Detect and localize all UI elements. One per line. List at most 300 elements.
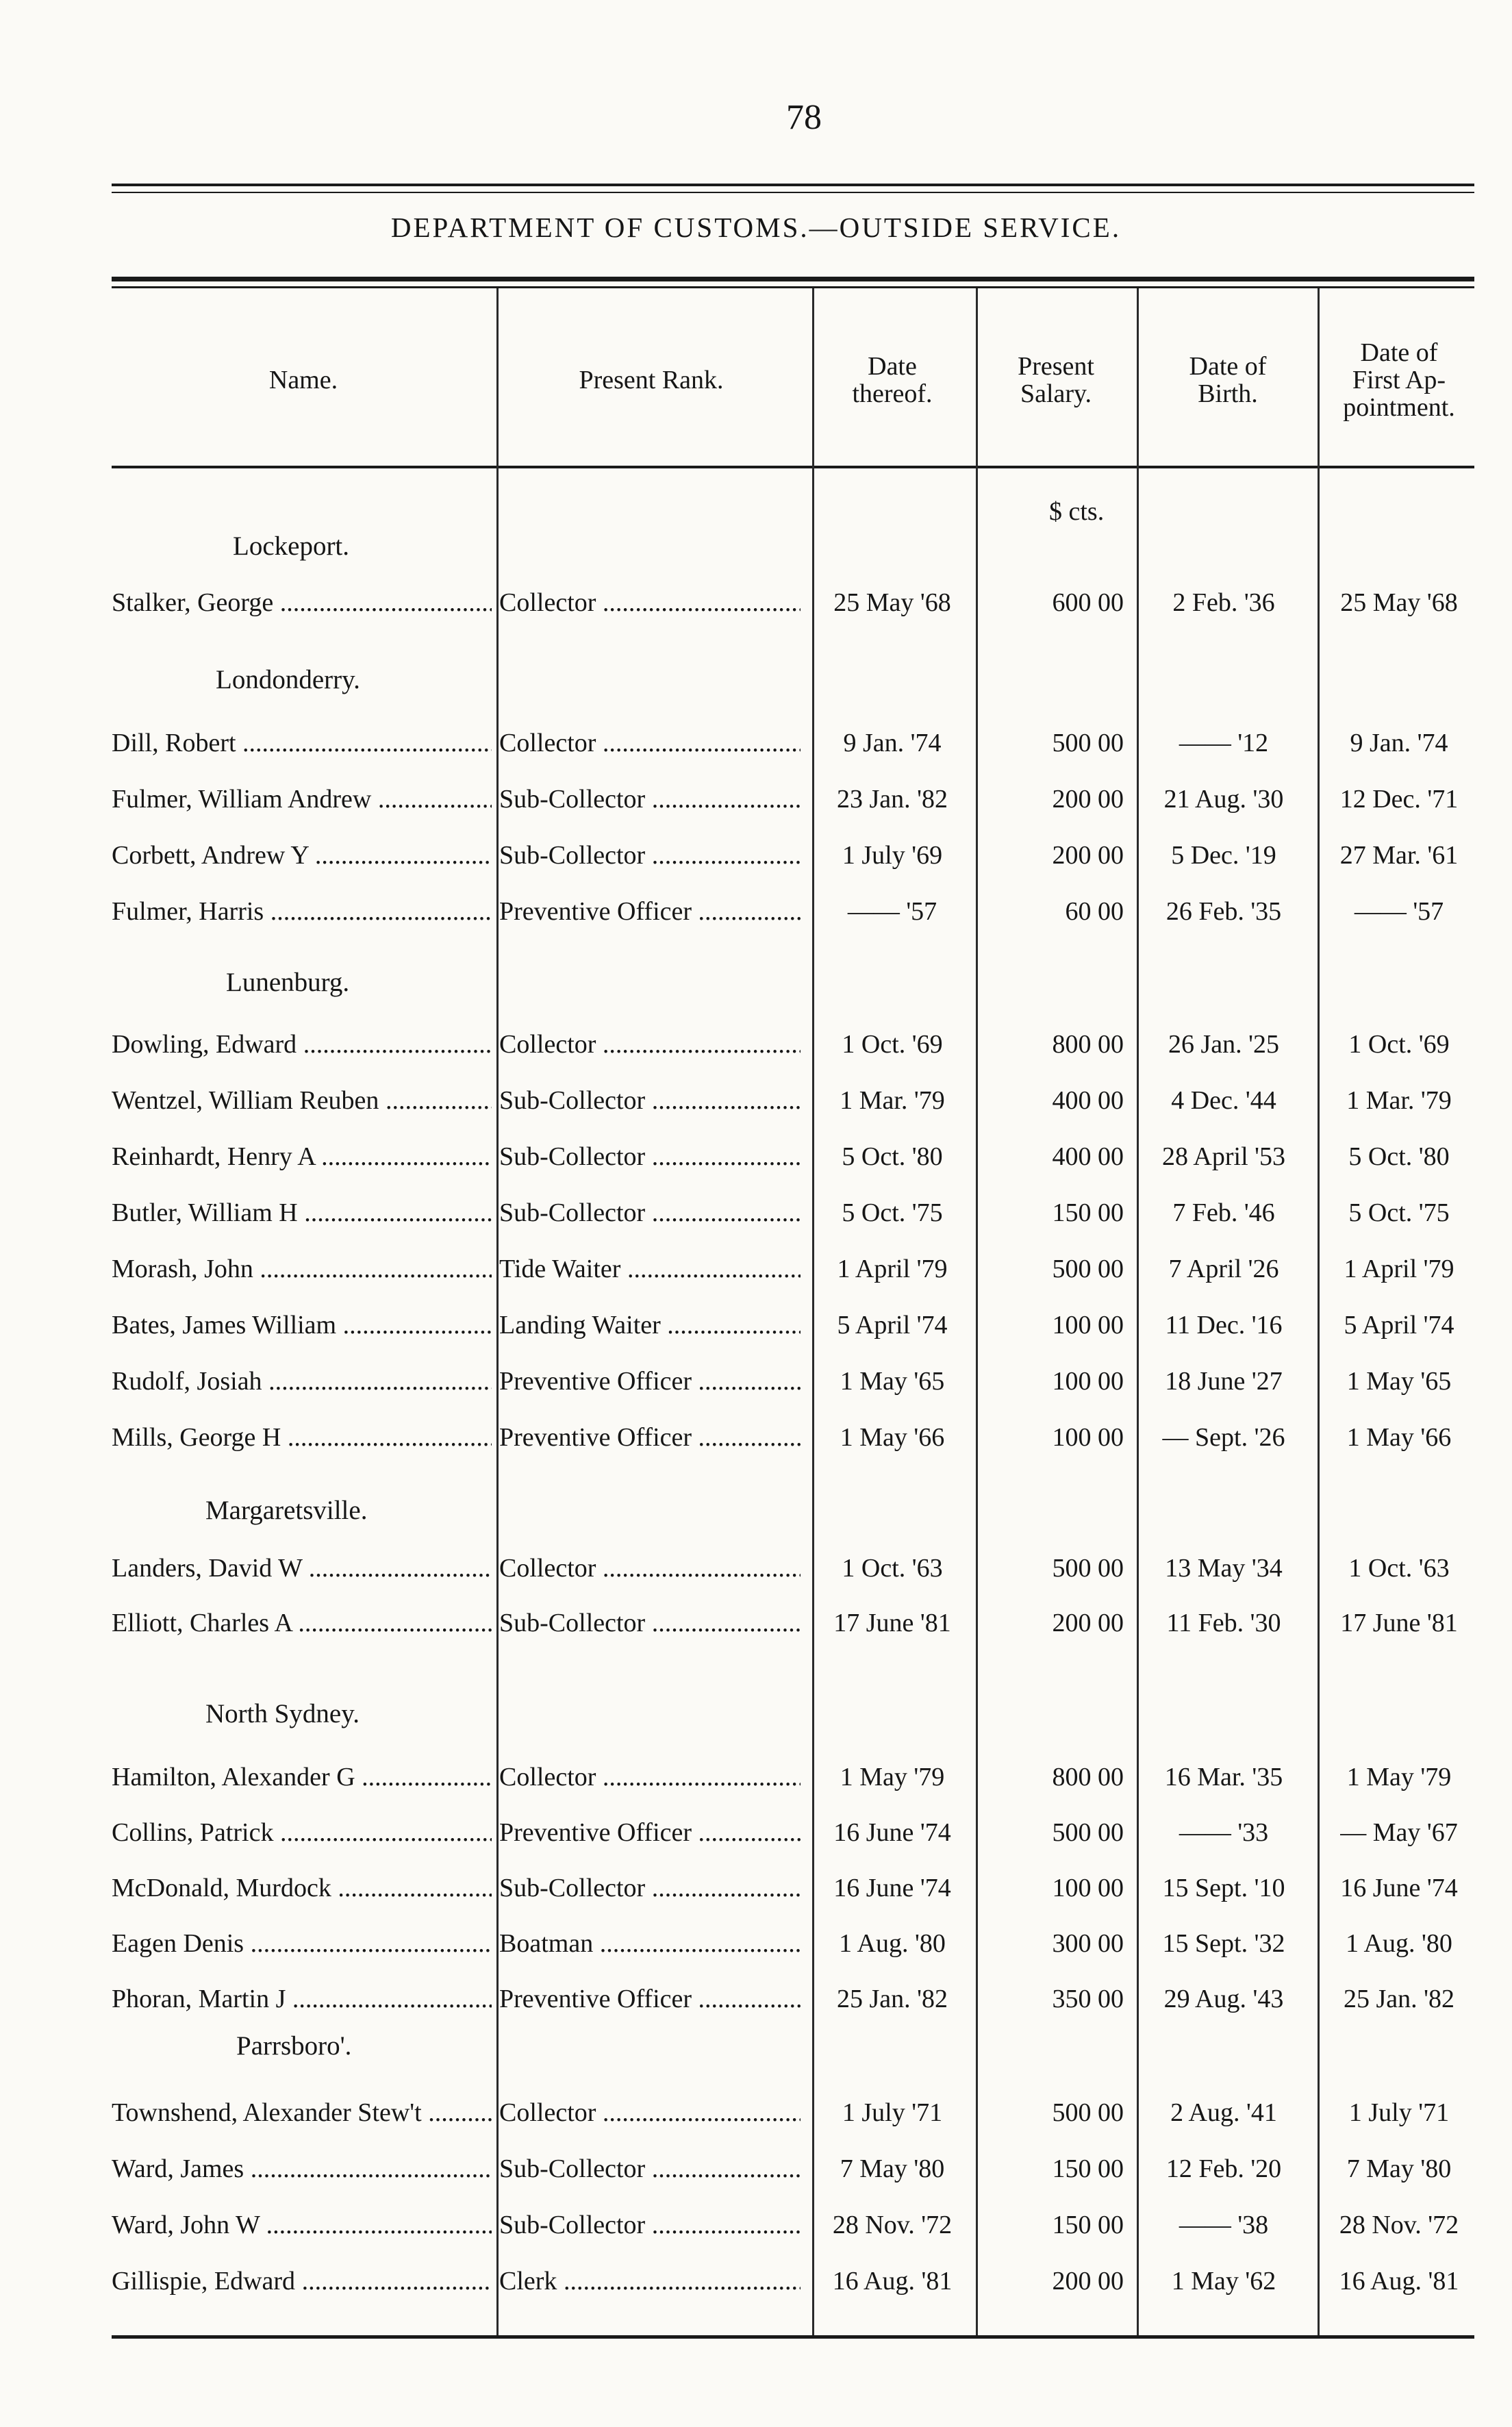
top-rule: [112, 192, 1474, 193]
date-thereof-cell-text: 5 April '74: [837, 1311, 948, 1340]
first-appointment-cell-text: 1 Oct. '63: [1348, 1554, 1450, 1583]
birth-date-cell: [1139, 1805, 1309, 1860]
birth-date-cell-text: —— '12: [1179, 729, 1269, 757]
name-cell: [112, 1410, 492, 1465]
first-appointment-cell-text: 1 May '66: [1346, 1423, 1452, 1452]
date-thereof-cell-text: 1 April '79: [837, 1255, 948, 1283]
table-row: [112, 1972, 1474, 2026]
name-cell-text: Morash, John: [112, 1255, 253, 1283]
date-thereof-cell-text: 1 July '71: [842, 2098, 943, 2127]
name-cell: [112, 2198, 492, 2252]
first-appointment-cell: [1324, 575, 1474, 630]
section-heading: Parrsboro'.: [236, 2031, 352, 2061]
salary-cell-text: 400 00: [1052, 1086, 1124, 1115]
name-cell: [112, 1750, 492, 1804]
date-thereof-cell: [814, 1541, 970, 1596]
header-rule: [112, 466, 1474, 468]
date-thereof-cell-text: 1 May '79: [840, 1763, 945, 1791]
rank-cell: [499, 716, 801, 770]
table-row: [112, 1541, 1474, 1596]
salary-cell-text: 100 00: [1052, 1367, 1124, 1396]
rank-cell: [499, 1750, 801, 1804]
first-appointment-cell: [1324, 1541, 1474, 1596]
birth-date-cell-text: 1 May '62: [1171, 2267, 1276, 2296]
rank-cell-text: Collector: [499, 1554, 596, 1583]
birth-date-cell: [1139, 1242, 1309, 1296]
first-appointment-cell-text: 1 April '79: [1344, 1255, 1454, 1283]
table-row: [112, 1916, 1474, 1971]
rank-cell-text: Preventive Officer: [499, 897, 692, 926]
birth-date-cell: [1139, 1129, 1309, 1184]
first-appointment-cell-text: 12 Dec. '71: [1339, 785, 1459, 814]
salary-cell: [979, 1805, 1129, 1860]
birth-date-cell: [1139, 1298, 1309, 1353]
date-thereof-cell: [814, 575, 970, 630]
first-appointment-cell: [1324, 1916, 1474, 1971]
first-appointment-cell: [1324, 1298, 1474, 1353]
name-cell-text: Townshend, Alexander Stew't: [112, 2098, 422, 2127]
salary-cell-text: 200 00: [1052, 841, 1124, 870]
table-row: [112, 1129, 1474, 1184]
birth-date-cell-text: 11 Dec. '16: [1165, 1311, 1283, 1340]
table-row: [112, 828, 1474, 883]
rank-cell-text: Collector: [499, 1763, 596, 1791]
rank-cell-text: Landing Waiter: [499, 1311, 661, 1340]
birth-date-cell: [1139, 828, 1309, 883]
rank-cell: [499, 1185, 801, 1240]
table-row: [112, 2254, 1474, 2309]
rank-cell: [499, 575, 801, 630]
first-appointment-cell-text: 27 Mar. '61: [1339, 841, 1459, 870]
birth-date-cell: [1139, 1410, 1309, 1465]
date-thereof-cell: [814, 1410, 970, 1465]
date-thereof-cell: [814, 2198, 970, 2252]
table-row: [112, 1073, 1474, 1128]
salary-cell: [979, 772, 1129, 827]
name-cell: [112, 1242, 492, 1296]
rank-cell-text: Tide Waiter: [499, 1255, 621, 1283]
first-appointment-cell-text: 25 May '68: [1340, 588, 1458, 617]
birth-date-cell: [1139, 575, 1309, 630]
first-appointment-cell-text: 5 Oct. '80: [1348, 1142, 1450, 1171]
salary-cell: [979, 1298, 1129, 1353]
name-cell-text: Butler, William H: [112, 1198, 298, 1227]
date-thereof-cell-text: 1 Oct. '63: [842, 1554, 943, 1583]
date-thereof-cell: [814, 2254, 970, 2309]
table-row: [112, 575, 1474, 630]
name-cell-text: Gillispie, Edward: [112, 2267, 296, 2296]
salary-cell-text: 500 00: [1052, 1818, 1124, 1847]
salary-cell-text: 150 00: [1052, 2154, 1124, 2183]
salary-cell: [979, 1861, 1129, 1915]
first-appointment-cell: [1324, 2254, 1474, 2309]
rank-cell: [499, 1354, 801, 1409]
table-row: [112, 1410, 1474, 1465]
table-row: [112, 884, 1474, 939]
name-cell: [112, 2254, 492, 2309]
birth-date-cell-text: 15 Sept. '10: [1162, 1874, 1285, 1902]
birth-date-cell: [1139, 2085, 1309, 2140]
name-cell-text: Wentzel, William Reuben: [112, 1086, 379, 1115]
date-thereof-cell: [814, 1129, 970, 1184]
salary-cell: [979, 1354, 1129, 1409]
name-cell: [112, 828, 492, 883]
first-appointment-cell: [1324, 828, 1474, 883]
date-thereof-cell-text: 25 Jan. '82: [836, 1985, 948, 2013]
salary-cell: [979, 1596, 1129, 1650]
name-cell: [112, 1073, 492, 1128]
first-appointment-cell-text: 5 Oct. '75: [1348, 1198, 1450, 1227]
rank-cell: [499, 1410, 801, 1465]
name-cell: [112, 1541, 492, 1596]
rank-cell: [499, 828, 801, 883]
salary-cell: [979, 716, 1129, 770]
first-appointment-cell-text: 1 May '65: [1346, 1367, 1452, 1396]
salary-cell-text: 200 00: [1052, 1609, 1124, 1637]
birth-date-cell: [1139, 884, 1309, 939]
title-rule: [112, 277, 1474, 281]
rank-cell-text: Sub-Collector: [499, 1086, 646, 1115]
header-date-thereof: Date thereof.: [852, 352, 933, 408]
salary-cell: [979, 2254, 1129, 2309]
salary-cell-text: 350 00: [1052, 1985, 1124, 2013]
section-heading: North Sydney.: [205, 1699, 360, 1728]
first-appointment-cell: [1324, 1750, 1474, 1804]
salary-cell-text: 600 00: [1052, 588, 1124, 617]
salary-cell-text: 500 00: [1052, 729, 1124, 757]
date-thereof-cell: [814, 2085, 970, 2140]
date-thereof-cell: [814, 1750, 970, 1804]
birth-date-cell-text: 11 Feb. '30: [1166, 1609, 1281, 1637]
date-thereof-cell-text: 1 Mar. '79: [840, 1086, 945, 1115]
salary-cell: [979, 884, 1129, 939]
first-appointment-cell-text: 1 May '79: [1346, 1763, 1452, 1791]
birth-date-cell: [1139, 1017, 1309, 1072]
rank-cell: [499, 2198, 801, 2252]
birth-date-cell-text: 7 April '26: [1168, 1255, 1279, 1283]
table-row: [112, 2198, 1474, 2252]
name-cell: [112, 1185, 492, 1240]
birth-date-cell-text: 13 May '34: [1165, 1554, 1283, 1583]
birth-date-cell-text: 21 Aug. '30: [1163, 785, 1284, 814]
first-appointment-cell-text: 17 June '81: [1340, 1609, 1458, 1637]
name-cell: [112, 1972, 492, 2026]
salary-cell: [979, 1129, 1129, 1184]
name-cell: [112, 1805, 492, 1860]
rank-cell: [499, 1916, 801, 1971]
date-thereof-cell: [814, 716, 970, 770]
salary-cell-text: 200 00: [1052, 2267, 1124, 2296]
date-thereof-cell: [814, 1596, 970, 1650]
salary-cell-text: 100 00: [1052, 1423, 1124, 1452]
birth-date-cell-text: —— '38: [1179, 2211, 1269, 2239]
rank-cell: [499, 772, 801, 827]
table-row: [112, 1596, 1474, 1650]
rank-cell: [499, 1972, 801, 2026]
birth-date-cell-text: — Sept. '26: [1162, 1423, 1285, 1452]
name-cell-text: Dowling, Edward: [112, 1030, 297, 1059]
salary-cell: [979, 1017, 1129, 1072]
date-thereof-cell-text: —— '57: [847, 897, 937, 926]
rank-cell: [499, 1073, 801, 1128]
first-appointment-cell: [1324, 1073, 1474, 1128]
date-thereof-cell-text: 7 May '80: [840, 2154, 945, 2183]
rank-cell-text: Boatman: [499, 1929, 594, 1958]
first-appointment-cell-text: 16 June '74: [1340, 1874, 1458, 1902]
birth-date-cell-text: 2 Aug. '41: [1170, 2098, 1277, 2127]
name-cell-text: Ward, John W: [112, 2211, 260, 2239]
first-appointment-cell-text: 1 July '71: [1348, 2098, 1450, 2127]
rank-cell-text: Collector: [499, 588, 596, 617]
name-cell: [112, 1916, 492, 1971]
first-appointment-cell: [1324, 1354, 1474, 1409]
name-cell-text: Fulmer, Harris: [112, 897, 264, 926]
name-cell-text: Rudolf, Josiah: [112, 1367, 262, 1396]
salary-cell-text: 500 00: [1052, 1255, 1124, 1283]
name-cell-text: Hamilton, Alexander G: [112, 1763, 355, 1791]
date-thereof-cell-text: 1 Oct. '69: [842, 1030, 943, 1059]
rank-cell-text: Clerk: [499, 2267, 557, 2296]
date-thereof-cell-text: 1 Aug. '80: [839, 1929, 946, 1958]
section-heading: Lunenburg.: [226, 968, 350, 997]
date-thereof-cell-text: 28 Nov. '72: [832, 2211, 953, 2239]
name-cell: [112, 1596, 492, 1650]
table-row: [112, 1805, 1474, 1860]
date-thereof-cell-text: 16 June '74: [833, 1818, 951, 1847]
name-cell: [112, 772, 492, 827]
rank-cell-text: Preventive Officer: [499, 1985, 692, 2013]
header-salary: Present Salary.: [1018, 352, 1094, 408]
name-cell-text: Bates, James William: [112, 1311, 337, 1340]
salary-cell: [979, 1916, 1129, 1971]
rank-cell-text: Preventive Officer: [499, 1423, 692, 1452]
birth-date-cell-text: 5 Dec. '19: [1171, 841, 1276, 870]
rank-cell: [499, 2085, 801, 2140]
rank-cell-text: Sub-Collector: [499, 841, 646, 870]
first-appointment-cell: [1324, 1129, 1474, 1184]
date-thereof-cell-text: 1 May '66: [840, 1423, 945, 1452]
date-thereof-cell: [814, 1242, 970, 1296]
first-appointment-cell-text: 1 Aug. '80: [1346, 1929, 1452, 1958]
rank-cell-text: Sub-Collector: [499, 2211, 646, 2239]
first-appointment-cell: [1324, 716, 1474, 770]
table-row: [112, 1242, 1474, 1296]
rank-cell-text: Preventive Officer: [499, 1818, 692, 1847]
date-thereof-cell-text: 17 June '81: [833, 1609, 951, 1637]
first-appointment-cell: [1324, 2198, 1474, 2252]
name-cell-text: Landers, David W: [112, 1554, 303, 1583]
birth-date-cell-text: 18 June '27: [1165, 1367, 1283, 1396]
first-appointment-cell-text: 28 Nov. '72: [1339, 2211, 1459, 2239]
table-row: [112, 1354, 1474, 1409]
rank-cell: [499, 1596, 801, 1650]
salary-cell-text: 60 00: [1065, 897, 1124, 926]
name-cell: [112, 1017, 492, 1072]
birth-date-cell: [1139, 2198, 1309, 2252]
salary-cell-text: 300 00: [1052, 1929, 1124, 1958]
salary-cell: [979, 1410, 1129, 1465]
salary-cell-text: 100 00: [1052, 1874, 1124, 1902]
name-cell: [112, 1354, 492, 1409]
birth-date-cell: [1139, 1750, 1309, 1804]
header-birth: Date of Birth.: [1189, 352, 1267, 408]
date-thereof-cell-text: 5 Oct. '75: [842, 1198, 943, 1227]
date-thereof-cell: [814, 1861, 970, 1915]
salary-cell-text: 100 00: [1052, 1311, 1124, 1340]
name-cell: [112, 2085, 492, 2140]
first-appointment-cell: [1324, 884, 1474, 939]
salary-cell-text: 400 00: [1052, 1142, 1124, 1171]
salary-cell-text: 150 00: [1052, 2211, 1124, 2239]
section-heading: Londonderry.: [216, 665, 360, 694]
rank-cell: [499, 2141, 801, 2196]
name-cell-text: McDonald, Murdock: [112, 1874, 331, 1902]
salary-cell-text: 150 00: [1052, 1198, 1124, 1227]
first-appointment-cell: [1324, 1185, 1474, 1240]
birth-date-cell: [1139, 1916, 1309, 1971]
salary-cell: [979, 2141, 1129, 2196]
birth-date-cell-text: 26 Jan. '25: [1168, 1030, 1279, 1059]
name-cell-text: Ward, James: [112, 2154, 244, 2183]
rank-cell-text: Sub-Collector: [499, 785, 646, 814]
rank-cell: [499, 1861, 801, 1915]
birth-date-cell: [1139, 1541, 1309, 1596]
date-thereof-cell-text: 9 Jan. '74: [843, 729, 942, 757]
birth-date-cell: [1139, 1861, 1309, 1915]
salary-cell-text: 800 00: [1052, 1030, 1124, 1059]
birth-date-cell: [1139, 1073, 1309, 1128]
name-cell-text: Collins, Patrick: [112, 1818, 274, 1847]
name-cell-text: Eagen Denis: [112, 1929, 244, 1958]
first-appointment-cell-text: 1 Mar. '79: [1346, 1086, 1452, 1115]
salary-cell: [979, 2198, 1129, 2252]
birth-date-cell: [1139, 1354, 1309, 1409]
table-row: [112, 2141, 1474, 2196]
name-cell-text: Dill, Robert: [112, 729, 236, 757]
birth-date-cell-text: 26 Feb. '35: [1166, 897, 1282, 926]
birth-date-cell-text: 12 Feb. '20: [1166, 2154, 1282, 2183]
birth-date-cell: [1139, 772, 1309, 827]
rank-cell: [499, 1242, 801, 1296]
name-cell-text: Fulmer, William Andrew: [112, 785, 372, 814]
table-row: [112, 716, 1474, 770]
salary-cell: [979, 2085, 1129, 2140]
section-heading: Margaretsville.: [205, 1496, 368, 1525]
date-thereof-cell: [814, 1916, 970, 1971]
table-row: [112, 1750, 1474, 1804]
rank-cell-text: Sub-Collector: [499, 1198, 646, 1227]
date-thereof-cell-text: 16 June '74: [833, 1874, 951, 1902]
name-cell-text: Reinhardt, Henry A: [112, 1142, 315, 1171]
section-heading: Lockeport.: [233, 531, 350, 561]
birth-date-cell: [1139, 1596, 1309, 1650]
rank-cell-text: Sub-Collector: [499, 1609, 646, 1637]
first-appointment-cell: [1324, 1805, 1474, 1860]
date-thereof-cell: [814, 1017, 970, 1072]
header-first-appointment: Date of First Ap- pointment.: [1343, 338, 1455, 422]
name-cell-text: Phoran, Martin J: [112, 1985, 286, 2013]
rank-cell: [499, 1129, 801, 1184]
first-appointment-cell-text: 25 Jan. '82: [1343, 1985, 1454, 2013]
name-cell-text: Corbett, Andrew Y: [112, 841, 309, 870]
salary-cell-text: 500 00: [1052, 1554, 1124, 1583]
name-cell: [112, 1298, 492, 1353]
salary-cell: [979, 828, 1129, 883]
birth-date-cell-text: 7 Feb. '46: [1172, 1198, 1275, 1227]
first-appointment-cell: [1324, 1242, 1474, 1296]
date-thereof-cell: [814, 1354, 970, 1409]
page-number: 78: [786, 98, 822, 137]
rank-cell: [499, 884, 801, 939]
rank-cell: [499, 1805, 801, 1860]
salary-cell-text: 200 00: [1052, 785, 1124, 814]
first-appointment-cell-text: — May '67: [1340, 1818, 1458, 1847]
salary-cell: [979, 1541, 1129, 1596]
date-thereof-cell-text: 16 Aug. '81: [832, 2267, 953, 2296]
birth-date-cell-text: 16 Mar. '35: [1164, 1763, 1283, 1791]
date-thereof-cell-text: 1 July '69: [842, 841, 943, 870]
first-appointment-cell-text: 16 Aug. '81: [1339, 2267, 1459, 2296]
birth-date-cell: [1139, 2254, 1309, 2309]
rank-cell-text: Collector: [499, 1030, 596, 1059]
first-appointment-cell: [1324, 1861, 1474, 1915]
date-thereof-cell-text: 5 Oct. '80: [842, 1142, 943, 1171]
rank-cell-text: Sub-Collector: [499, 1142, 646, 1171]
date-thereof-cell-text: 25 May '68: [833, 588, 951, 617]
table-row: [112, 772, 1474, 827]
date-thereof-cell-text: 1 May '65: [840, 1367, 945, 1396]
salary-cell: [979, 1972, 1129, 2026]
rank-cell-text: Sub-Collector: [499, 2154, 646, 2183]
first-appointment-cell-text: 7 May '80: [1346, 2154, 1452, 2183]
date-thereof-cell: [814, 1298, 970, 1353]
name-cell-text: Mills, George H: [112, 1423, 281, 1452]
birth-date-cell: [1139, 1185, 1309, 1240]
rank-cell-text: Collector: [499, 729, 596, 757]
top-rule: [112, 184, 1474, 186]
name-cell: [112, 884, 492, 939]
salary-cell: [979, 1242, 1129, 1296]
first-appointment-cell: [1324, 772, 1474, 827]
first-appointment-cell-text: —— '57: [1354, 897, 1444, 926]
name-cell-text: Elliott, Charles A: [112, 1609, 292, 1637]
first-appointment-cell: [1324, 1972, 1474, 2026]
birth-date-cell-text: 29 Aug. '43: [1163, 1985, 1284, 2013]
name-cell: [112, 716, 492, 770]
rank-cell: [499, 1298, 801, 1353]
rank-cell-text: Sub-Collector: [499, 1874, 646, 1902]
date-thereof-cell: [814, 1972, 970, 2026]
header-rank: Present Rank.: [579, 366, 724, 394]
table-header: [112, 294, 1474, 466]
rank-cell: [499, 1017, 801, 1072]
date-thereof-cell: [814, 884, 970, 939]
birth-date-cell-text: —— '33: [1179, 1818, 1269, 1847]
first-appointment-cell: [1324, 2141, 1474, 2196]
salary-cell: [979, 1750, 1129, 1804]
date-thereof-cell-text: 23 Jan. '82: [836, 785, 948, 814]
name-cell: [112, 1129, 492, 1184]
birth-date-cell-text: 28 April '53: [1162, 1142, 1285, 1171]
name-cell: [112, 2141, 492, 2196]
rank-cell-text: Preventive Officer: [499, 1367, 692, 1396]
table-row: [112, 1861, 1474, 1915]
title-rule: [112, 286, 1474, 288]
table-row: [112, 2085, 1474, 2140]
page-title: DEPARTMENT OF CUSTOMS.—OUTSIDE SERVICE.: [390, 212, 1122, 243]
birth-date-cell: [1139, 2141, 1309, 2196]
birth-date-cell-text: 4 Dec. '44: [1171, 1086, 1276, 1115]
